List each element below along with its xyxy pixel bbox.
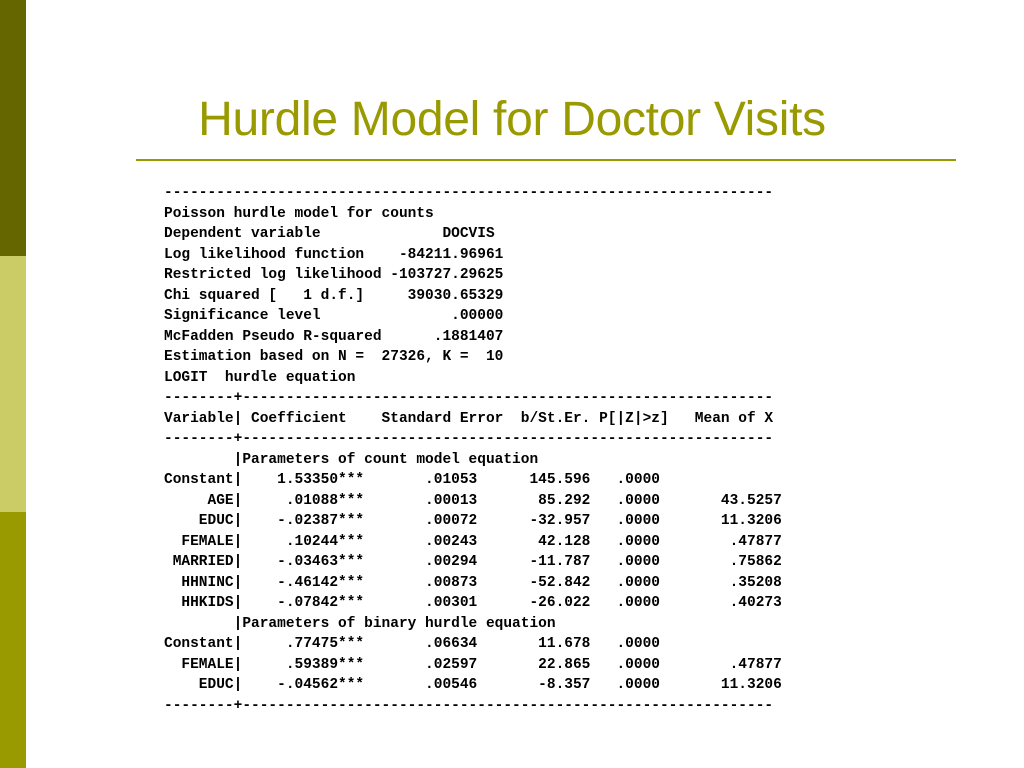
output-line: Poisson hurdle model for counts — [164, 205, 434, 222]
sidebar-stripe-middle — [0, 256, 26, 512]
output-line: Restricted log likelihood -103727.29625 — [164, 267, 504, 283]
output-line: MARRIED| -.03463*** .00294 -11.787 .0000 .75862 — [164, 554, 782, 570]
output-line: EDUC| -.04562*** .00546 -8.357 .0000 11.3206 — [164, 677, 782, 693]
output-line: EDUC| -.02387*** .00072 -32.957 .0000 11.3206 — [164, 513, 782, 529]
output-line: Dependent variable DOCVIS — [164, 226, 495, 242]
sidebar-stripe-bottom — [0, 512, 26, 768]
output-line: --------+------------------------------------------------------------- — [164, 390, 774, 406]
model-output — [164, 183, 782, 716]
output-line: LOGIT hurdle equation — [164, 369, 356, 386]
title-divider — [136, 159, 956, 161]
output-line: Log likelihood function -84211.96961 — [164, 246, 504, 263]
output-line: ---------------------------------------------------------------------- — [164, 185, 774, 201]
output-line: Constant| .77475*** .06634 11.678 .0000 — [164, 636, 660, 652]
output-line: Constant| 1.53350*** .01053 145.596 .0000 — [164, 472, 660, 488]
slide-title: Hurdle Model for Doctor Visits — [198, 93, 826, 146]
output-line: HHNINC| -.46142*** .00873 -52.842 .0000 .35208 — [164, 574, 782, 591]
output-line: Estimation based on N = 27326, K = 10 — [164, 349, 504, 365]
output-line: |Parameters of binary hurdle equation — [164, 615, 556, 632]
output-line: --------+------------------------------------------------------------- — [164, 431, 774, 447]
output-line: AGE| .01088*** .00013 85.292 .0000 43.5257 — [164, 492, 782, 509]
output-line: FEMALE| .10244*** .00243 42.128 .0000 .47877 — [164, 533, 782, 550]
output-line: |Parameters of count model equation — [164, 451, 539, 468]
output-line: --------+------------------------------------------------------------- — [164, 697, 774, 714]
output-line: Significance level .00000 — [164, 308, 504, 324]
output-line: Variable| Coefficient Standard Error b/St.Er. P[|Z|>z] Mean of X — [164, 410, 774, 427]
output-line: FEMALE| .59389*** .02597 22.865 .0000 .47877 — [164, 656, 782, 673]
output-line: McFadden Pseudo R-squared .1881407 — [164, 328, 504, 345]
output-line: Chi squared [ 1 d.f.] 39030.65329 — [164, 287, 504, 304]
output-line: HHKIDS| -.07842*** .00301 -26.022 .0000 .40273 — [164, 595, 782, 611]
